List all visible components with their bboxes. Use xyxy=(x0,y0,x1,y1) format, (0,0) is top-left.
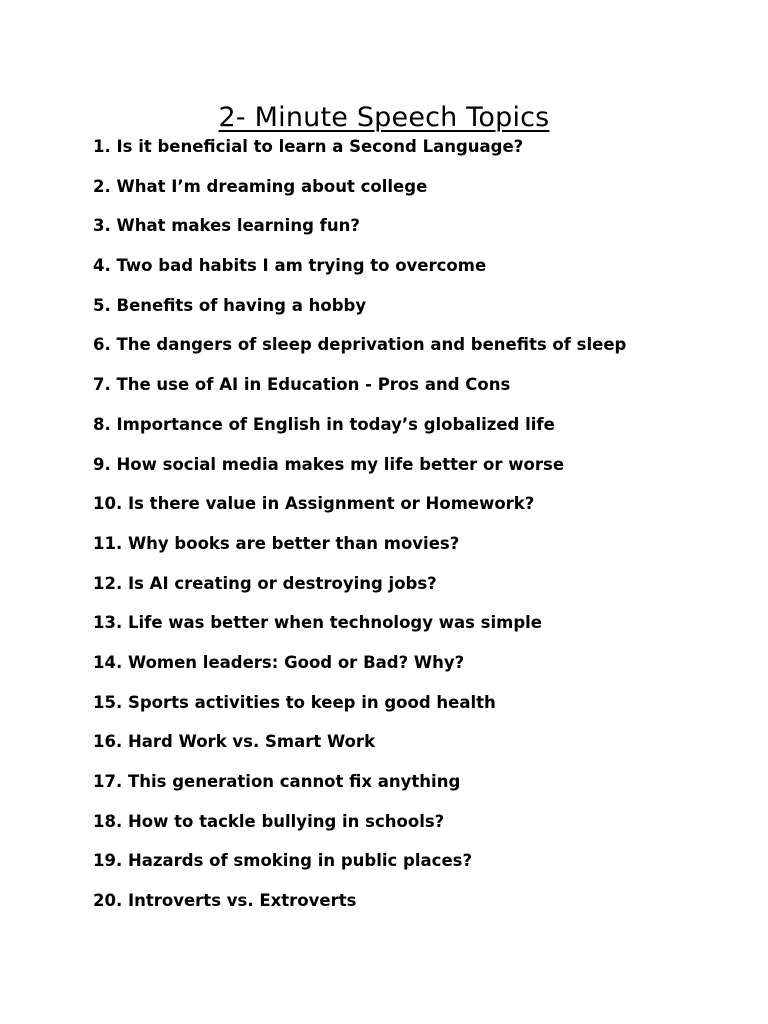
page-title: 2- Minute Speech Topics xyxy=(218,102,550,133)
topic-item-14: 14. Women leaders: Good or Bad? Why? xyxy=(93,652,465,672)
topic-item-18: 18. How to tackle bullying in schools? xyxy=(93,811,445,831)
topic-item-11: 11. Why books are better than movies? xyxy=(93,533,460,553)
topic-list xyxy=(93,137,674,931)
topic-item-19: 19. Hazards of smoking in public places? xyxy=(93,851,473,871)
topic-item-20: 20. Introverts vs. Extroverts xyxy=(93,891,357,911)
topic-item-15: 15. Sports activities to keep in good health xyxy=(93,692,496,712)
topic-item-12: 12. Is AI creating or destroying jobs? xyxy=(93,573,437,593)
topic-item-13: 13. Life was better when technology was simple xyxy=(93,613,542,633)
topic-item-1: 1. Is it beneficial to learn a Second Language? xyxy=(93,137,524,156)
topic-item-16: 16. Hard Work vs. Smart Work xyxy=(93,732,376,752)
topic-item-2: 2. What I’m dreaming about college xyxy=(93,176,428,196)
topic-item-8: 8. Importance of English in today’s globalized life xyxy=(93,414,555,434)
topic-item-4: 4. Two bad habits I am trying to overcome xyxy=(93,256,487,276)
topic-item-6: 6. The dangers of sleep deprivation and benefits of sleep xyxy=(93,335,627,355)
topic-item-3: 3. What makes learning fun? xyxy=(93,216,360,236)
topic-item-10: 10. Is there value in Assignment or Homework? xyxy=(93,494,535,514)
topic-item-9: 9. How social media makes my life better or worse xyxy=(93,454,565,474)
topic-item-17: 17. This generation cannot fix anything xyxy=(93,772,461,791)
topic-item-7: 7. The use of AI in Education - Pros and Cons xyxy=(93,375,511,395)
topic-item-5: 5. Benefits of having a hobby xyxy=(93,295,367,315)
